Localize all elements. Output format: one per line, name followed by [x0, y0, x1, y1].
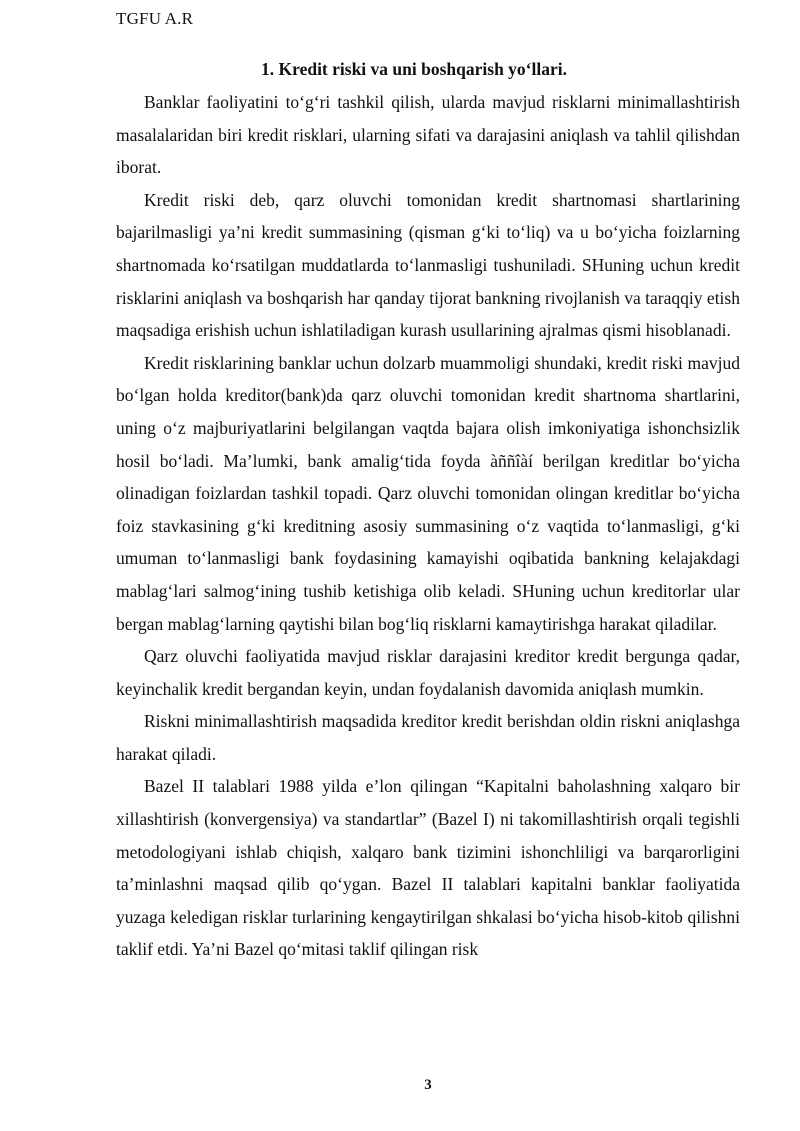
paragraph: Riskni minimallashtirish maqsadida kreditor kredit berishdan oldin riskni aniqlashga harakat qiladi.	[116, 711, 740, 764]
section-title: 1. Kredit riski va uni boshqarish yo‘llari.	[261, 59, 567, 79]
paragraph: Kredit risklarining banklar uchun dolzarb muammoligi shundaki, kredit riski mavjud bo‘lgan holda kreditor(bank)da qarz oluvchi tomonidan kredit shartnoma shartlarini, uning o‘z majburiyatlarini belgilangan vaqtda bajara olish imkoniyatiga ishonchsizlik hosil bo‘ladi. Ma’lumki, bank amalig‘tida foyda àññîàí berilgan kreditlar bo‘yicha olinadigan foizlardan tashkil topadi. Qarz oluvchi tomonidan olingan kreditlar bo‘yicha foiz stavkasining g‘ki kreditning asosiy summasining o‘z vaqtida to‘lanmasligi, g‘ki umuman to‘lanmasligi bank foydasining kamayishi oqibatida bankning kelajakdagi mablag‘lari salmog‘ining tushib ketishiga olib keladi. SHuning uchun kreditorlar ular bergan mablag‘larning qaytishi bilan bog‘liq risklarni kamaytirishga harakat qiladilar.	[116, 352, 740, 634]
paragraph: Qarz oluvchi faoliyatida mavjud risklar darajasini kreditor kredit bergunga qadar, keyinchalik kredit bergandan keyin, undan foydalanish davomida aniqlash mumkin.	[116, 646, 740, 699]
running-header: TGFU A.R	[116, 9, 194, 28]
paragraph: Bazel II talablari 1988 yilda e’lon qilingan “Kapitalni baholashning xalqaro bir xillashtirish (konvergensiya) va standartlar” (Bazel I) ni takomillashtirish orqali tegishli metodologiyani ishlab chiqish, xalqaro bank tizimini ishonchliligi va barqarorligini ta’minlashni maqsad qilib qo‘ygan. Bazel II talablari kapitalni banklar faoliyatida yuzaga keledigan risklar turlarining kengaytirilgan shkalasi bo‘yicha hisob-kitob qilishni taklif etdi. Ya’ni Bazel qo‘mitasi taklif qilingan risk	[116, 776, 740, 960]
page-number: 3	[424, 1077, 432, 1093]
body-text	[116, 86, 740, 966]
paragraph: Banklar faoliyatini to‘g‘ri tashkil qilish, ularda mavjud risklarni minimallashtirish masalalaridan biri kredit risklari, ularning sifati va darajasini aniqlash va tahlil qilishdan iborat.	[116, 92, 740, 178]
paragraph: Kredit riski deb, qarz oluvchi tomonidan kredit shartnomasi shartlarining bajarilmasligi ya’ni kredit summasining (qisman g‘ki to‘liq) va u bo‘yicha foizlarning shartnomada ko‘rsatilgan muddatlarda to‘lanmasligi tushuniladi. SHuning uchun kredit risklarini aniqlash va boshqarish har qanday tijorat bankning rivojlanish va taraqqiy etish maqsadiga erishish uchun ishlatiladigan kurash usullarining ajralmas qismi hisoblanadi.	[116, 189, 740, 341]
